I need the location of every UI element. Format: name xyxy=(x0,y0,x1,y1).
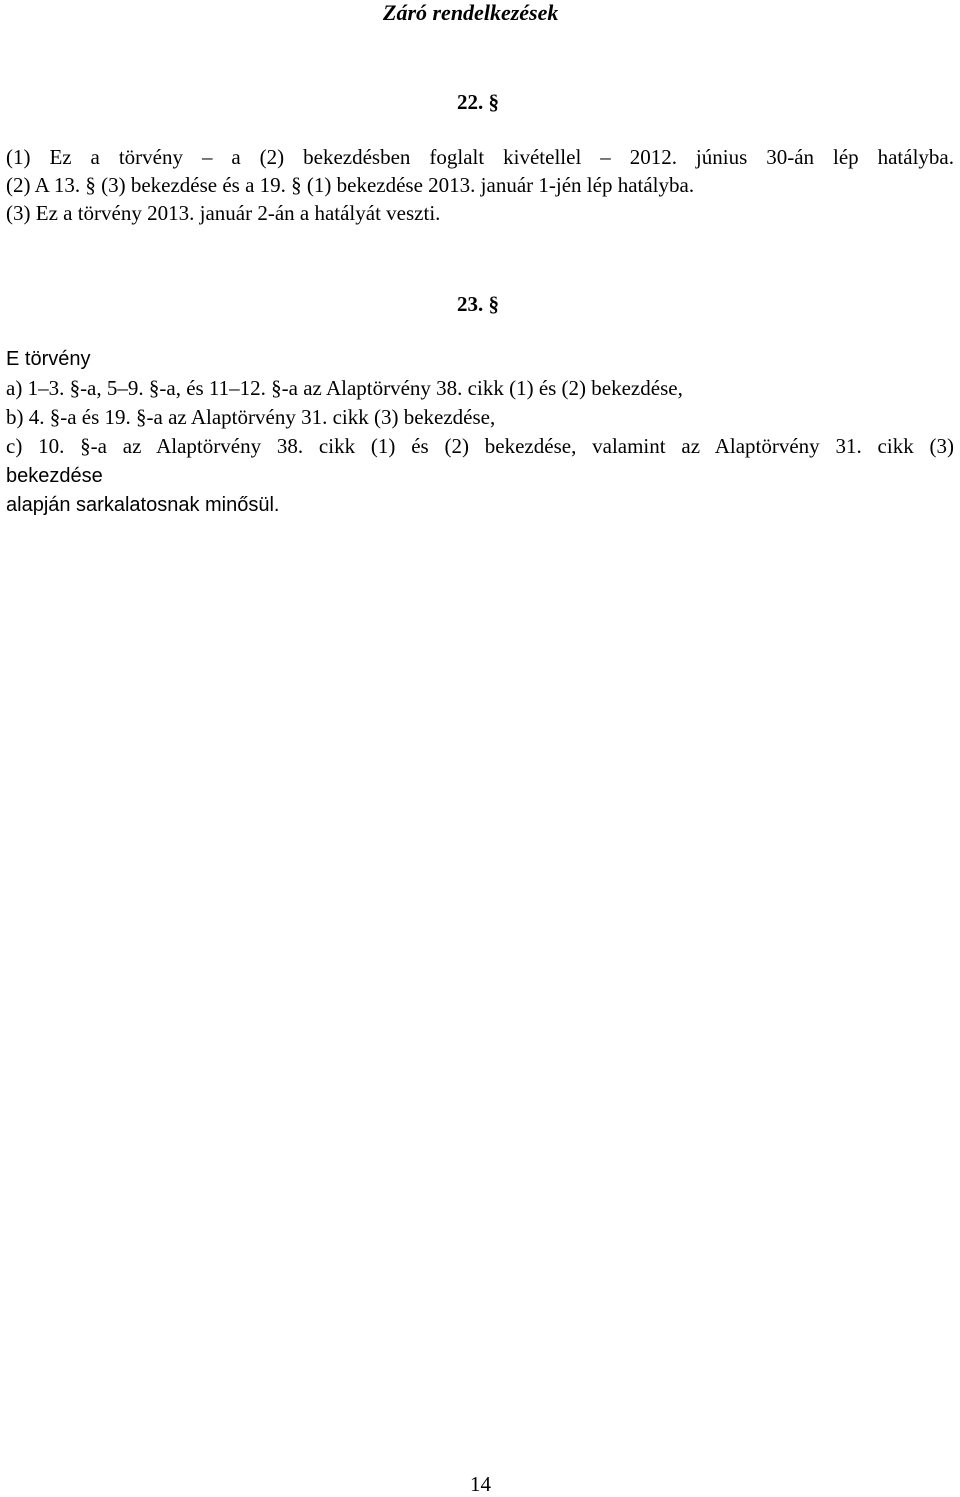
section-23-item-c-line-2: bekezdése xyxy=(6,465,103,487)
section-22-paragraph-3: (3) Ez a törvény 2013. január 2-án a hatályát veszti. xyxy=(6,201,441,225)
section-23-item-a: a) 1–3. §-a, 5–9. §-a, és 11–12. §-a az Alaptörvény 38. cikk (1) és (2) bekezdése, xyxy=(6,376,683,400)
section-22-paragraph-2: (2) A 13. § (3) bekezdése és a 19. § (1) bekezdése 2013. január 1-jén lép hatályba. xyxy=(6,173,695,197)
section-23-intro: E törvény xyxy=(6,348,91,370)
section-23-item-c-line-1: c) 10. §-a az Alaptörvény 38. cikk (1) és (2) bekezdése, valamint az Alaptörvény 31. cikk (3) xyxy=(6,434,954,458)
section-23-closing: alapján sarkalatosnak minősül. xyxy=(6,494,280,516)
section-23-item-b: b) 4. §-a és 19. §-a az Alaptörvény 31. cikk (3) bekezdése, xyxy=(6,405,496,429)
chapter-heading: Záró rendelkezések xyxy=(383,0,559,25)
section-23-number: 23. § xyxy=(457,292,499,316)
page-number: 14 xyxy=(470,1472,491,1496)
section-22-paragraph-1: (1) Ez a törvény – a (2) bekezdésben foglalt kivétellel – 2012. június 30-án lép hatályba. xyxy=(6,145,954,169)
section-22-number: 22. § xyxy=(457,90,499,114)
